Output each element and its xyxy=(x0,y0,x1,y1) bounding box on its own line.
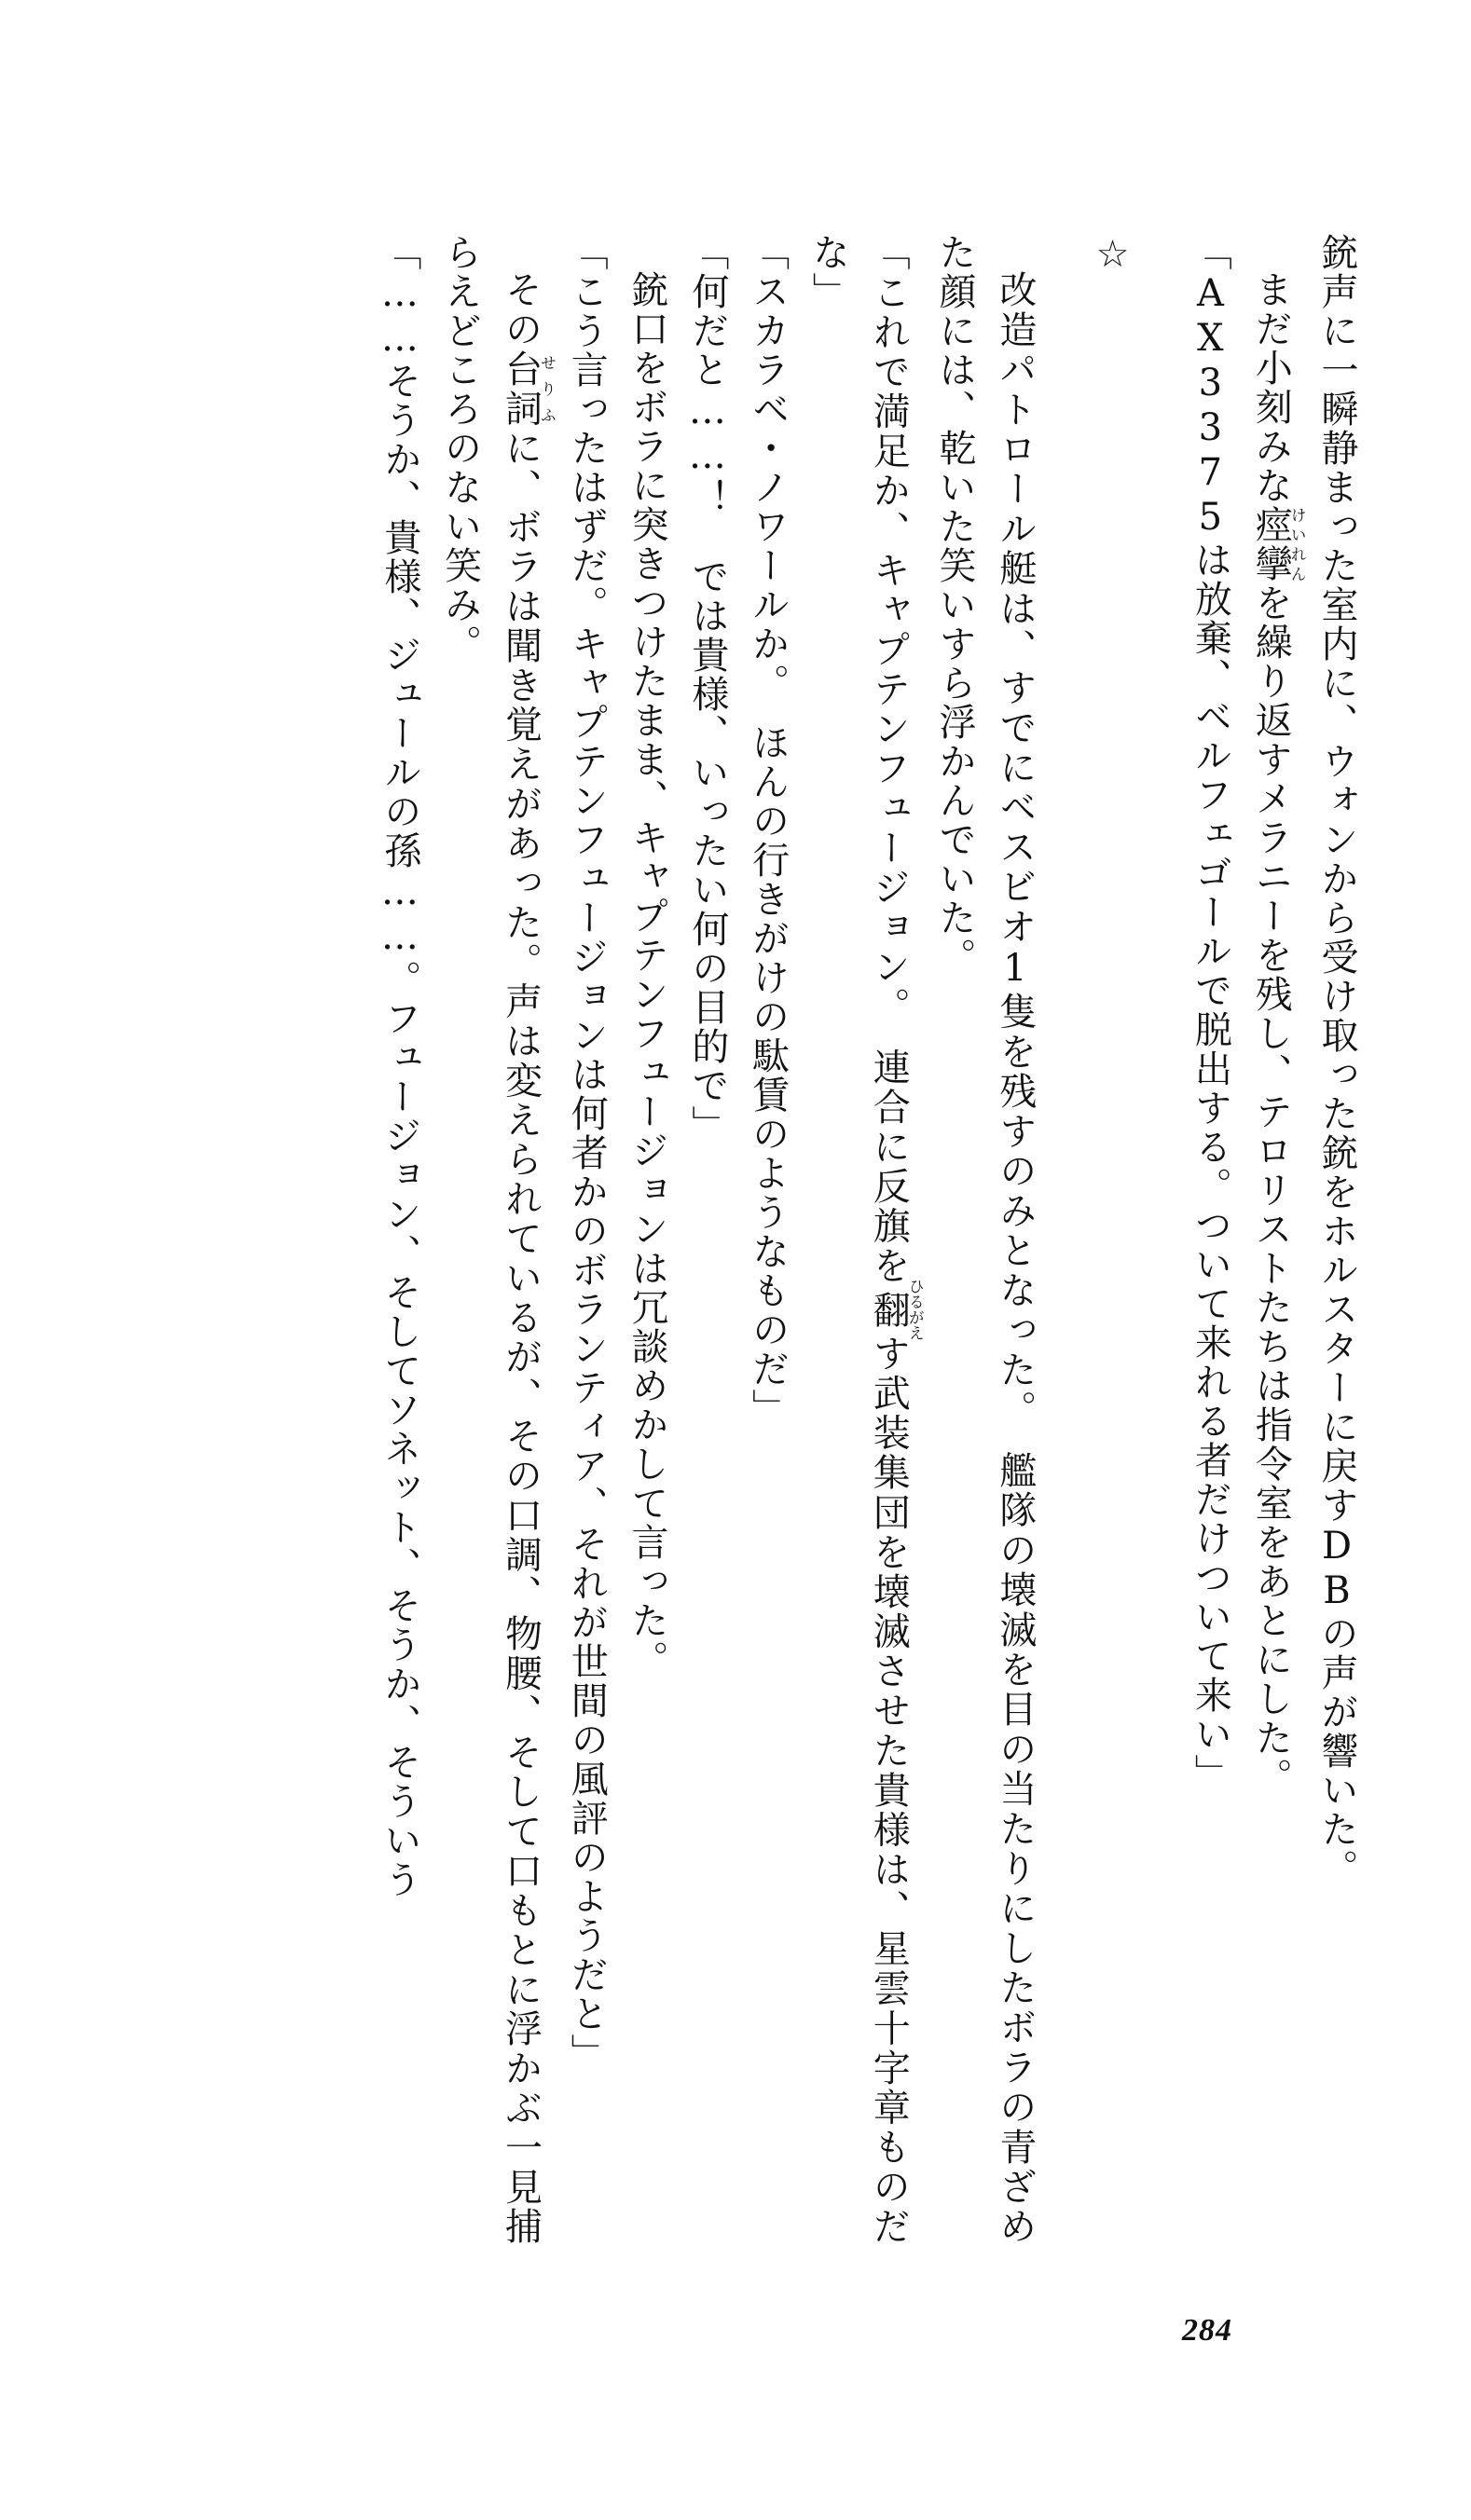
paragraph: その台詞せりふに、ボラは聞き覚えがあった。声は変えられているが、その口調、物腰、そして口もとに浮かぶ一見捕らえどころのない笑み。 xyxy=(438,233,557,2247)
paragraph: 「これで満足か、キャプテンフュージョン。 連合に反旗を翻ひるがえす武装集団を壊滅させた貴様は、星雲十字章ものだな」 xyxy=(806,233,926,2246)
paragraph: 銃口をボラに突きつけたまま、キャプテンフュージョンは冗談めかして言った。 xyxy=(626,270,669,1679)
paragraph: 銃声に一瞬静まった室内に、ウォンから受け取った銃をホルスターに戻すDBの声が響いた。 xyxy=(1315,233,1358,1888)
ruby-hirugae: 翻ひるがえ xyxy=(867,1278,926,1341)
paragraph: 改造パトロール艇は、すでにベスビオ1隻を残すのみとなった。 艦隊の壊滅を目の当たりにしたボラの青ざめた顔には、乾いた笑いすら浮かんでいた。 xyxy=(933,233,1037,2246)
page-text-body xyxy=(155,233,1367,2246)
paragraph: 「AX3375は放棄、ベルフェゴールで脱出する。ついて来れる者だけついて来い」 xyxy=(1189,233,1232,1793)
paragraph: 「スカラベ・ノワールか。 ほんの行きがけの駄賃のようなものだ」 xyxy=(746,233,790,1428)
ruby-keiren: 痙攣けいれん xyxy=(1249,505,1308,583)
paragraph: 「何だと……！ では貴様、いったい何の目的で」 xyxy=(685,233,729,1144)
paragraph: 「こう言ったはずだ。キャプテンフュージョンは何者かのボランティア、それが世間の風評のようだと」 xyxy=(565,233,609,2073)
paragraph: まだ小刻みな痙攣けいれんを繰り返すメラニーを残し、テロリストたちは指令室をあとにした。 xyxy=(1249,270,1308,1797)
paragraph: 「……そうか、貴様、ジュールの孫……。フュージョン、そしてソネット、そうか、そういう xyxy=(378,233,421,1899)
scene-separator: ☆ xyxy=(1091,233,1134,278)
page-number: 284 xyxy=(1182,2313,1232,2348)
ruby-serifu: 台詞せりふ xyxy=(499,349,557,429)
